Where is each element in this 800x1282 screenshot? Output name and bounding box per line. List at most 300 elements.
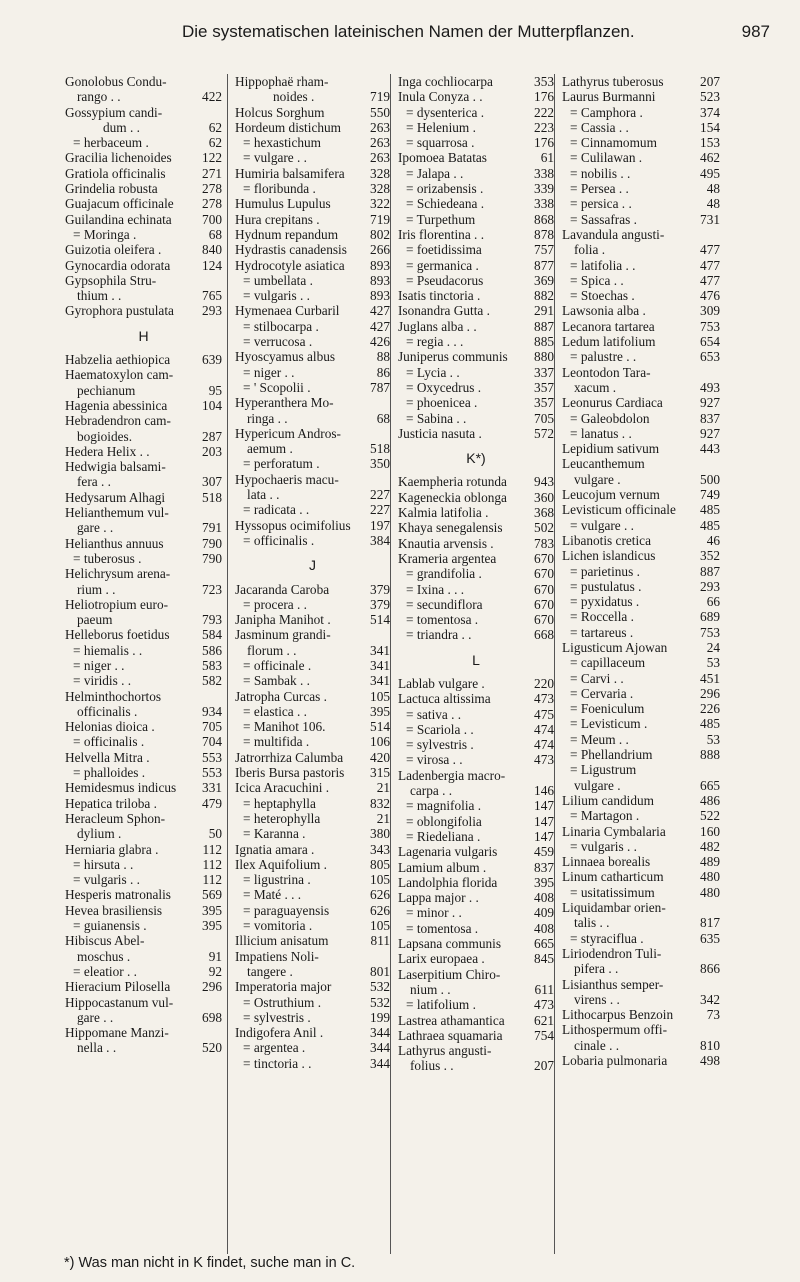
- section-letter: [235, 558, 390, 573]
- entry-name: = Roccella .: [570, 609, 634, 625]
- entry-name: Illicium anisatum: [235, 933, 329, 949]
- entry-name: = verrucosa .: [243, 334, 313, 350]
- entry-page-number: 223: [534, 119, 554, 135]
- entry-name: Ligusticum Ajowan: [562, 639, 668, 655]
- entry-name: rium . .: [77, 581, 116, 597]
- entry-name: paeum: [77, 612, 113, 628]
- entry-page-number: 757: [534, 242, 554, 258]
- entry-page-number: 462: [700, 150, 720, 166]
- entry-page-number: 887: [534, 318, 554, 334]
- entry-name: Knautia arvensis .: [398, 535, 494, 551]
- index-entry: [398, 536, 554, 551]
- entry-name: = Cervaria .: [570, 685, 634, 701]
- entry-page-number: 485: [700, 517, 720, 533]
- entry-name: folius . .: [410, 1058, 454, 1074]
- index-column-3: [390, 74, 554, 1254]
- entry-page-number: 344: [370, 1040, 390, 1056]
- index-entry: [235, 166, 390, 181]
- entry-name: = magnifolia .: [406, 798, 482, 814]
- index-entry: [65, 612, 222, 627]
- entry-page-number: 338: [534, 196, 554, 212]
- entry-page-number: 337: [534, 364, 554, 380]
- entry-name: = Moringa .: [73, 226, 137, 242]
- index-entry: [398, 676, 554, 691]
- entry-name: = vulgaris . .: [243, 288, 310, 304]
- entry-page-number: 350: [370, 456, 390, 472]
- entry-name: = Karanna .: [243, 826, 306, 842]
- entry-name: Justicia nasuta .: [398, 425, 482, 441]
- index-entry: [235, 242, 390, 257]
- entry-page-number: 328: [370, 181, 390, 197]
- entry-name: Leonurus Cardiaca: [562, 395, 663, 411]
- index-entry: [235, 411, 390, 426]
- index-entry: [235, 181, 390, 196]
- index-entry: [235, 582, 390, 597]
- entry-page-number: 105: [370, 872, 390, 888]
- index-entry: [235, 150, 390, 165]
- entry-name: Laserpitium Chiro-: [398, 966, 501, 982]
- entry-name: Impatiens Noli-: [235, 948, 319, 964]
- index-entry: [398, 288, 554, 303]
- index-entry: [398, 349, 554, 364]
- entry-page-number: 801: [370, 963, 390, 979]
- entry-page-number: 719: [370, 211, 390, 227]
- entry-page-number: 498: [700, 1053, 720, 1068]
- index-entry: [562, 395, 720, 410]
- entry-name: = perforatum .: [243, 456, 320, 472]
- entry-page-number: 845: [534, 951, 554, 967]
- index-entry: [235, 811, 390, 826]
- index-entry: [398, 814, 554, 829]
- entry-page-number: 357: [534, 395, 554, 411]
- entry-page-number: 523: [700, 89, 720, 105]
- entry-name: = niger . .: [243, 364, 295, 380]
- entry-page-number: 95: [208, 382, 222, 398]
- entry-page-number: 207: [534, 1058, 554, 1074]
- entry-page-number: 480: [700, 869, 720, 885]
- page-header: [0, 22, 800, 48]
- entry-page-number: 553: [202, 749, 222, 765]
- entry-page-number: 793: [202, 612, 222, 628]
- index-entry: [562, 426, 720, 441]
- entry-page-number: 344: [370, 1055, 390, 1071]
- entry-name: Lathyrus angusti-: [398, 1043, 492, 1059]
- entry-name: = Persea . .: [570, 181, 629, 197]
- index-entry: [65, 734, 222, 749]
- index-entry: [398, 105, 554, 120]
- entry-page-number: 160: [700, 823, 720, 839]
- entry-name: = sylvestris .: [406, 737, 474, 753]
- entry-page-number: 569: [202, 887, 222, 903]
- index-entry: [65, 258, 222, 273]
- entry-name: = heterophylla: [243, 810, 321, 826]
- entry-page-number: 477: [700, 257, 720, 273]
- entry-name: = Carvi . .: [570, 670, 624, 686]
- entry-page-number: 53: [706, 655, 720, 671]
- entry-name: Gracilia lichenoides: [65, 150, 172, 166]
- entry-page-number: 309: [700, 303, 720, 319]
- entry-name: Juniperus communis: [398, 349, 508, 365]
- entry-page-number: 226: [700, 701, 720, 717]
- entry-page-number: 893: [370, 272, 390, 288]
- entry-page-number: 341: [370, 642, 390, 658]
- entry-name: dum . .: [103, 119, 140, 135]
- index-entry: [235, 842, 390, 857]
- entry-name: = germanica .: [406, 257, 479, 273]
- entry-name: Hippophaë rham-: [235, 74, 329, 89]
- entry-name: = Maté . . .: [243, 887, 302, 903]
- entry-name: = foetidissima: [406, 242, 482, 258]
- index-entry: [562, 349, 720, 364]
- index-entry: [235, 426, 390, 441]
- entry-page-number: 331: [202, 780, 222, 796]
- entry-page-number: 474: [534, 737, 554, 753]
- entry-page-number: 473: [534, 752, 554, 768]
- index-entry: [562, 533, 720, 548]
- entry-name: xacum .: [574, 379, 617, 395]
- entry-name: Kalmia latifolia .: [398, 505, 489, 521]
- entry-name: Krameria argentea: [398, 550, 497, 566]
- entry-name: Herniaria glabra .: [65, 841, 159, 857]
- index-entry: [398, 334, 554, 349]
- entry-name: = Ligustrum: [570, 762, 637, 778]
- index-entry: [562, 273, 720, 288]
- index-entry: [398, 967, 554, 982]
- entry-name: Jasminum grandi-: [235, 627, 331, 643]
- index-entry: [65, 89, 222, 104]
- index-entry: [562, 258, 720, 273]
- entry-page-number: 61: [540, 150, 554, 166]
- index-entry: [562, 319, 720, 334]
- entry-page-number: 943: [534, 474, 554, 490]
- index-column-4: [554, 74, 720, 1254]
- index-entry: [235, 857, 390, 872]
- entry-page-number: 639: [202, 352, 222, 368]
- entry-page-number: 48: [706, 181, 720, 197]
- entry-name: Hippocastanum vul-: [65, 994, 174, 1010]
- entry-name: vulgare .: [574, 777, 621, 793]
- entry-name: Liriodendron Tuli-: [562, 945, 662, 961]
- index-entry: [562, 105, 720, 120]
- entry-page-number: 153: [700, 135, 720, 151]
- index-entry: [398, 1013, 554, 1028]
- entry-name: = officinalis .: [73, 734, 145, 750]
- entry-name: gare . .: [77, 520, 114, 536]
- entry-page-number: 704: [202, 734, 222, 750]
- entry-page-number: 92: [208, 963, 222, 979]
- index-entry: [235, 303, 390, 318]
- index-entry: [562, 992, 720, 1007]
- entry-name: = regia . . .: [406, 334, 464, 350]
- entry-page-number: 653: [700, 349, 720, 365]
- entry-page-number: 105: [370, 688, 390, 704]
- entry-page-number: 368: [534, 505, 554, 521]
- entry-name: Indigofera Anil .: [235, 1025, 324, 1041]
- entry-name: Hypericum Andros-: [235, 425, 341, 441]
- index-entry: [235, 658, 390, 673]
- entry-name: Iberis Bursa pastoris: [235, 765, 345, 781]
- entry-name: Hedera Helix . .: [65, 443, 150, 459]
- entry-page-number: 338: [534, 165, 554, 181]
- entry-page-number: 197: [370, 517, 390, 533]
- entry-name: = Sabina . .: [406, 410, 467, 426]
- index-entry: [235, 395, 390, 410]
- entry-name: nium . .: [410, 981, 451, 997]
- entry-page-number: 384: [370, 532, 390, 548]
- entry-name: = Martagon .: [570, 808, 640, 824]
- index-entry: [65, 1025, 222, 1040]
- index-entry: [562, 640, 720, 655]
- index-entry: [235, 673, 390, 688]
- entry-page-number: 480: [700, 884, 720, 900]
- entry-page-number: 665: [534, 936, 554, 952]
- index-entry: [235, 365, 390, 380]
- entry-page-number: 698: [202, 1009, 222, 1025]
- entry-page-number: 790: [202, 535, 222, 551]
- entry-page-number: 395: [202, 902, 222, 918]
- entry-name: officinalis .: [77, 703, 138, 719]
- entry-name: = Scariola . .: [406, 721, 474, 737]
- entry-name: vulgare .: [574, 471, 621, 487]
- entry-name: = latifolium .: [406, 997, 476, 1013]
- section-letter-label: K*): [466, 450, 486, 467]
- index-entry: [235, 995, 390, 1010]
- index-entry: [235, 704, 390, 719]
- entry-page-number: 395: [370, 703, 390, 719]
- entry-name: = guianensis .: [73, 918, 147, 934]
- index-entry: [65, 150, 222, 165]
- entry-page-number: 451: [700, 670, 720, 686]
- entry-page-number: 62: [208, 119, 222, 135]
- index-entry: [65, 429, 222, 444]
- entry-page-number: 665: [700, 777, 720, 793]
- index-entry: [65, 719, 222, 734]
- index-entry: [562, 931, 720, 946]
- entry-page-number: 104: [202, 397, 222, 413]
- entry-page-number: 670: [534, 596, 554, 612]
- entry-name: = Ostruthium .: [243, 994, 322, 1010]
- entry-name: Ilex Aquifolium .: [235, 856, 327, 872]
- entry-name: = parietinus .: [570, 563, 640, 579]
- entry-name: Lisianthus semper-: [562, 976, 664, 992]
- entry-name: = capillaceum: [570, 655, 646, 671]
- entry-name: = Sambak . .: [243, 673, 310, 689]
- index-entry: [398, 582, 554, 597]
- entry-name: bogioides.: [77, 428, 133, 444]
- entry-name: = grandifolia .: [406, 566, 482, 582]
- index-entry: [562, 946, 720, 961]
- index-entry: [562, 854, 720, 869]
- index-entry: [398, 905, 554, 920]
- entry-name: Gynocardia odorata: [65, 257, 171, 273]
- entry-page-number: 73: [706, 1007, 720, 1023]
- index-entry: [398, 1028, 554, 1043]
- entry-name: = Oxycedrus .: [406, 379, 482, 395]
- index-entry: [398, 875, 554, 890]
- entry-page-number: 670: [534, 612, 554, 628]
- index-entry: [65, 811, 222, 826]
- entry-page-number: 700: [202, 211, 222, 227]
- entry-name: = Schiedeana .: [406, 196, 485, 212]
- index-entry: [65, 74, 222, 89]
- index-entry: [65, 505, 222, 520]
- index-entry: [562, 181, 720, 196]
- index-entry: [562, 365, 720, 380]
- index-entry: [235, 120, 390, 135]
- entry-name: Humulus Lupulus: [235, 196, 331, 212]
- index-entry: [562, 1022, 720, 1037]
- entry-page-number: 485: [700, 502, 720, 518]
- entry-name: Leontodon Tara-: [562, 364, 651, 380]
- entry-name: Libanotis cretica: [562, 532, 651, 548]
- entry-name: Linaria Cymbalaria: [562, 823, 666, 839]
- entry-name: Larix europaea .: [398, 951, 485, 967]
- index-entry: [398, 921, 554, 936]
- entry-name: gare . .: [77, 1009, 114, 1025]
- entry-name: = minor . .: [406, 905, 462, 921]
- index-entry: [562, 778, 720, 793]
- entry-page-number: 486: [700, 792, 720, 808]
- entry-name: Ipomoea Batatas: [398, 150, 487, 166]
- index-entry: [562, 900, 720, 915]
- entry-page-number: 21: [376, 810, 390, 826]
- index-entry: [235, 288, 390, 303]
- entry-name: Heracleum Sphon-: [65, 810, 166, 826]
- entry-page-number: 474: [534, 721, 554, 737]
- index-entry: [235, 1040, 390, 1055]
- entry-name: moschus .: [77, 948, 131, 964]
- entry-page-number: 105: [370, 918, 390, 934]
- index-column-1: [65, 74, 222, 1056]
- entry-page-number: 307: [202, 474, 222, 490]
- entry-name: = Sassafras .: [570, 211, 637, 227]
- entry-name: = virosa . .: [406, 752, 463, 768]
- entry-page-number: 122: [202, 150, 222, 166]
- entry-page-number: 621: [534, 1012, 554, 1028]
- entry-name: talis . .: [574, 915, 610, 931]
- entry-name: Hydrastis canadensis: [235, 242, 347, 258]
- entry-name: = ' Scopolii .: [243, 379, 311, 395]
- index-entry: [562, 150, 720, 165]
- entry-page-number: 476: [700, 288, 720, 304]
- entry-name: Lathyrus tuberosus: [562, 74, 664, 89]
- entry-name: Hura crepitans .: [235, 211, 320, 227]
- entry-name: = usitatissimum: [570, 884, 655, 900]
- index-entry: [562, 518, 720, 533]
- entry-page-number: 379: [370, 596, 390, 612]
- index-entry: [398, 551, 554, 566]
- index-entry: [235, 750, 390, 765]
- index-entry: [562, 89, 720, 104]
- entry-name: = tinctoria . .: [243, 1055, 312, 1071]
- index-entry: [398, 395, 554, 410]
- entry-page-number: 146: [534, 783, 554, 799]
- entry-name: Leucojum vernum: [562, 487, 660, 503]
- entry-name: = multifida .: [243, 734, 310, 750]
- index-entry: [398, 783, 554, 798]
- entry-name: = Foeniculum: [570, 701, 645, 717]
- entry-page-number: 91: [208, 948, 222, 964]
- entry-name: Haematoxylon cam-: [65, 367, 174, 383]
- index-entry: [65, 780, 222, 795]
- entry-page-number: 520: [202, 1040, 222, 1056]
- entry-name: = orizabensis .: [406, 181, 484, 197]
- index-entry: [562, 869, 720, 884]
- entry-name: Gossypium candi-: [65, 104, 163, 120]
- entry-page-number: 753: [700, 624, 720, 640]
- index-entry: [235, 796, 390, 811]
- index-entry: [65, 887, 222, 902]
- entry-name: Kageneckia oblonga: [398, 489, 507, 505]
- entry-name: carpa . .: [410, 783, 453, 799]
- entry-name: ringa . .: [247, 410, 288, 426]
- entry-name: = tartareus .: [570, 624, 634, 640]
- index-entry: [562, 334, 720, 349]
- index-entry: [562, 686, 720, 701]
- entry-name: Lawsonia alba .: [562, 303, 646, 319]
- entry-name: Khaya senegalensis: [398, 520, 503, 536]
- entry-name: Gratiola officinalis: [65, 165, 166, 181]
- index-entry: [398, 997, 554, 1012]
- entry-name: Juglans alba . .: [398, 318, 477, 334]
- entry-page-number: 222: [534, 104, 554, 120]
- entry-name: = Levisticum .: [570, 716, 648, 732]
- entry-name: = hiemalis . .: [73, 642, 143, 658]
- entry-name: = triandra . .: [406, 627, 472, 643]
- entry-page-number: 112: [202, 856, 222, 872]
- entry-name: Lepidium sativum: [562, 441, 660, 457]
- index-entry: [398, 166, 554, 181]
- entry-page-number: 802: [370, 226, 390, 242]
- index-entry: [65, 995, 222, 1010]
- entry-page-number: 50: [208, 826, 222, 842]
- index-entry: [65, 826, 222, 841]
- index-entry: [398, 844, 554, 859]
- entry-name: = heptaphylla: [243, 795, 316, 811]
- index-entry: [398, 768, 554, 783]
- index-entry: [65, 673, 222, 688]
- entry-name: Hevea brasiliensis: [65, 902, 163, 918]
- index-entry: [562, 762, 720, 777]
- index-entry: [65, 597, 222, 612]
- entry-name: = tomentosa .: [406, 920, 479, 936]
- entry-page-number: 296: [700, 685, 720, 701]
- entry-page-number: 553: [202, 765, 222, 781]
- index-entry: [65, 459, 222, 474]
- entry-name: = oblongifolia: [406, 813, 482, 829]
- entry-page-number: 502: [534, 520, 554, 536]
- index-entry: [235, 518, 390, 533]
- entry-name: Hypochaeris macu-: [235, 471, 339, 487]
- entry-name: = Culilawan .: [570, 150, 643, 166]
- entry-name: = hirsuta . .: [73, 856, 134, 872]
- entry-page-number: 88: [376, 349, 390, 365]
- page-title: Die systematischen lateinischen Namen der Mutterpflanzen.: [182, 22, 635, 41]
- index-entry: [235, 872, 390, 887]
- index-entry: [562, 824, 720, 839]
- entry-name: = tuberosus .: [73, 550, 142, 566]
- index-entry: [398, 627, 554, 642]
- index-entry: [65, 288, 222, 303]
- entry-name: = sylvestris .: [243, 1009, 311, 1025]
- entry-name: Lathraea squamaria: [398, 1027, 503, 1043]
- entry-name: Ledum latifolium: [562, 334, 656, 350]
- index-entry: [235, 627, 390, 642]
- entry-page-number: 207: [700, 74, 720, 89]
- section-letter-label: J: [309, 557, 316, 574]
- section-letter: [398, 451, 554, 466]
- index-entry: [65, 490, 222, 505]
